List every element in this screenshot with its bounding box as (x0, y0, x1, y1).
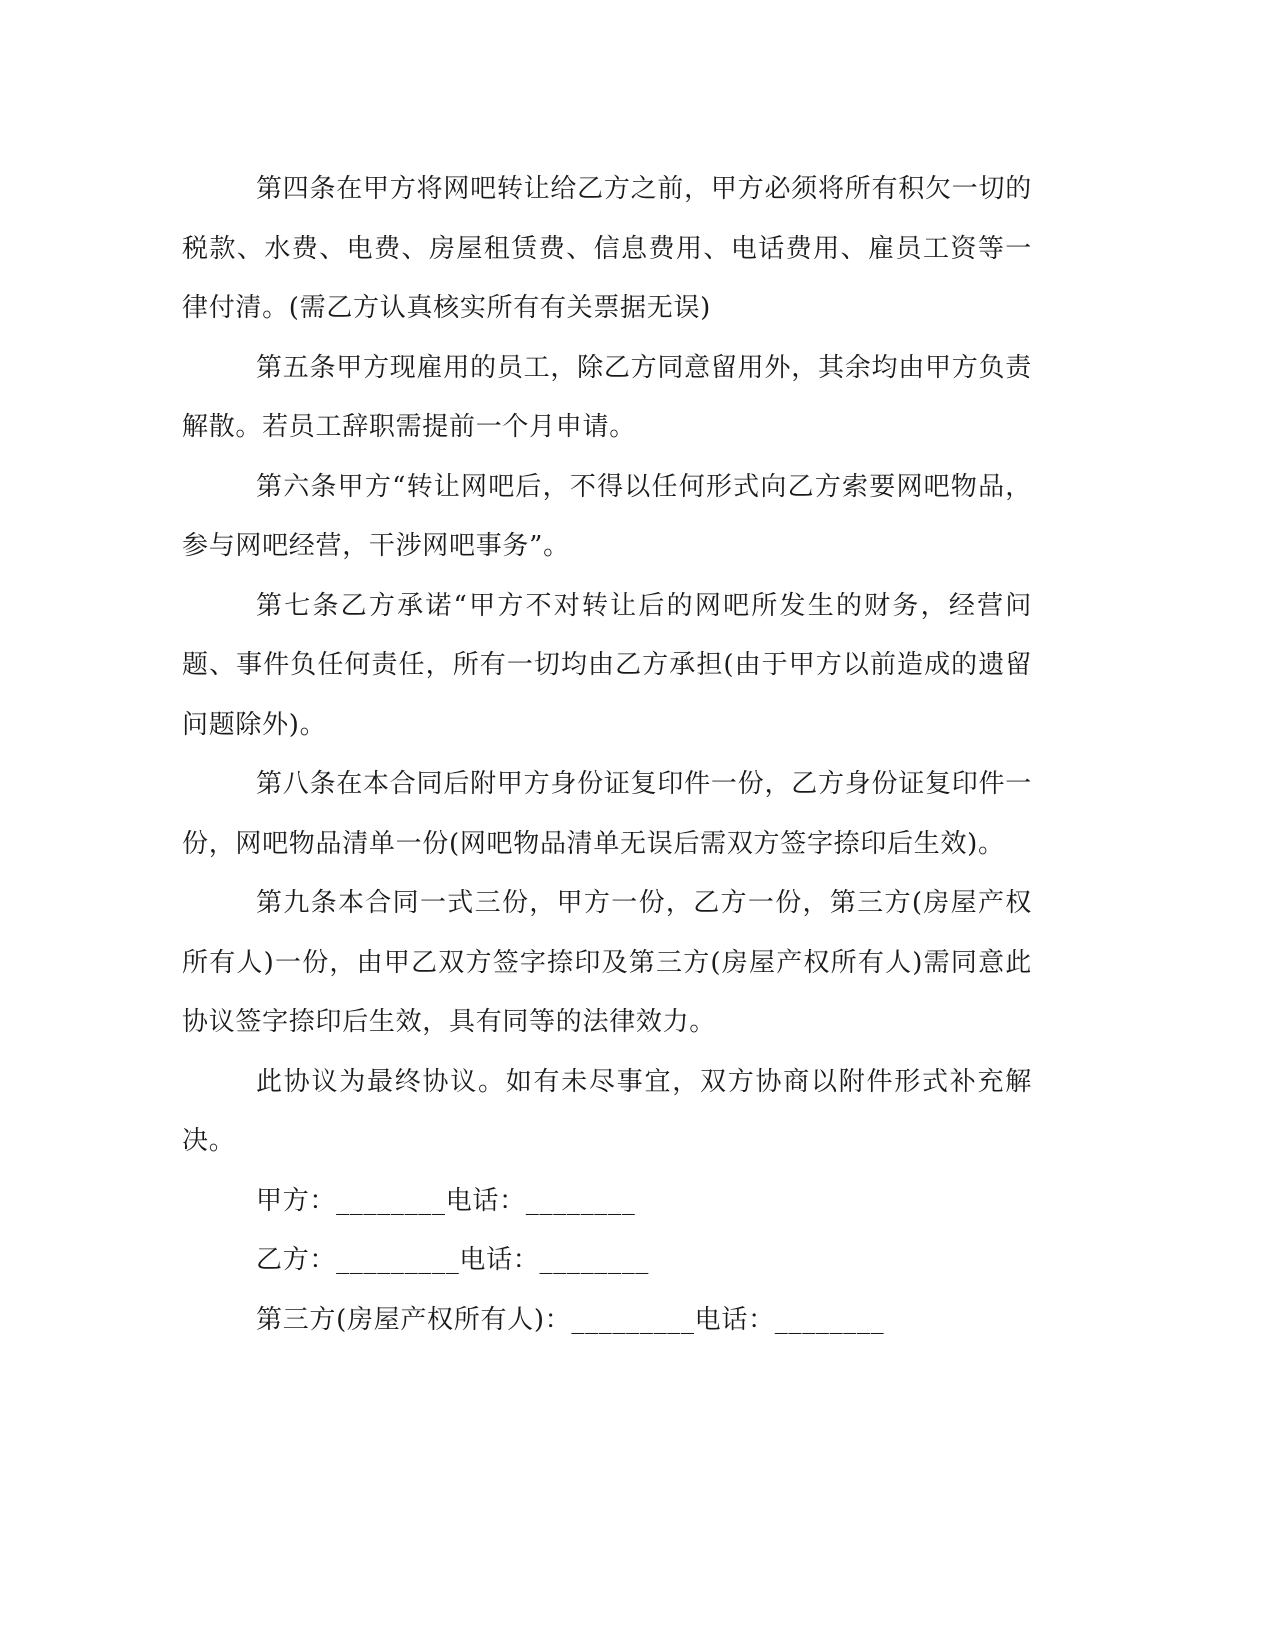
clause-5: 第五条甲方现雇用的员工，除乙方同意留用外，其余均由甲方负责解散。若员工辞职需提前一个月申请。 (182, 352, 1032, 442)
party-a-signature-line: 甲方：________电话：________ (256, 1185, 636, 1216)
final-agreement-clause: 此协议为最终协议。如有未尽事宜，双方协商以附件形式补充解决。 (182, 1066, 1032, 1156)
clause-6: 第六条甲方“转让网吧后，不得以任何形式向乙方索要网吧物品，参与网吧经营，干涉网吧事务”。 (182, 471, 1032, 561)
third-party-signature-line: 第三方(房屋产权所有人)：_________电话：________ (256, 1304, 885, 1335)
clause-7: 第七条乙方承诺“甲方不对转让后的网吧所发生的财务，经营问题、事件负任何责任，所有一切均由乙方承担(由于甲方以前造成的遗留问题除外)。 (182, 590, 1032, 740)
clause-9: 第九条本合同一式三份，甲方一份，乙方一份，第三方(房屋产权所有人)一份，由甲乙双方签字捺印及第三方(房屋产权所有人)需同意此协议签字捺印后生效，具有同等的法律效力。 (182, 888, 1032, 1037)
party-b-signature-line: 乙方：_________电话：________ (256, 1245, 650, 1275)
clause-4: 第四条在甲方将网吧转让给乙方之前，甲方必须将所有积欠一切的税款、水费、电费、房屋租赁费、信息费用、电话费用、雇员工资等一律付清。(需乙方认真核实所有有关票据无误) (182, 174, 1032, 323)
clause-8: 第八条在本合同后附甲方身份证复印件一份，乙方身份证复印件一份，网吧物品清单一份(网吧物品清单无误后需双方签字捺印后生效)。 (182, 769, 1032, 859)
contract-body (182, 160, 1032, 1350)
